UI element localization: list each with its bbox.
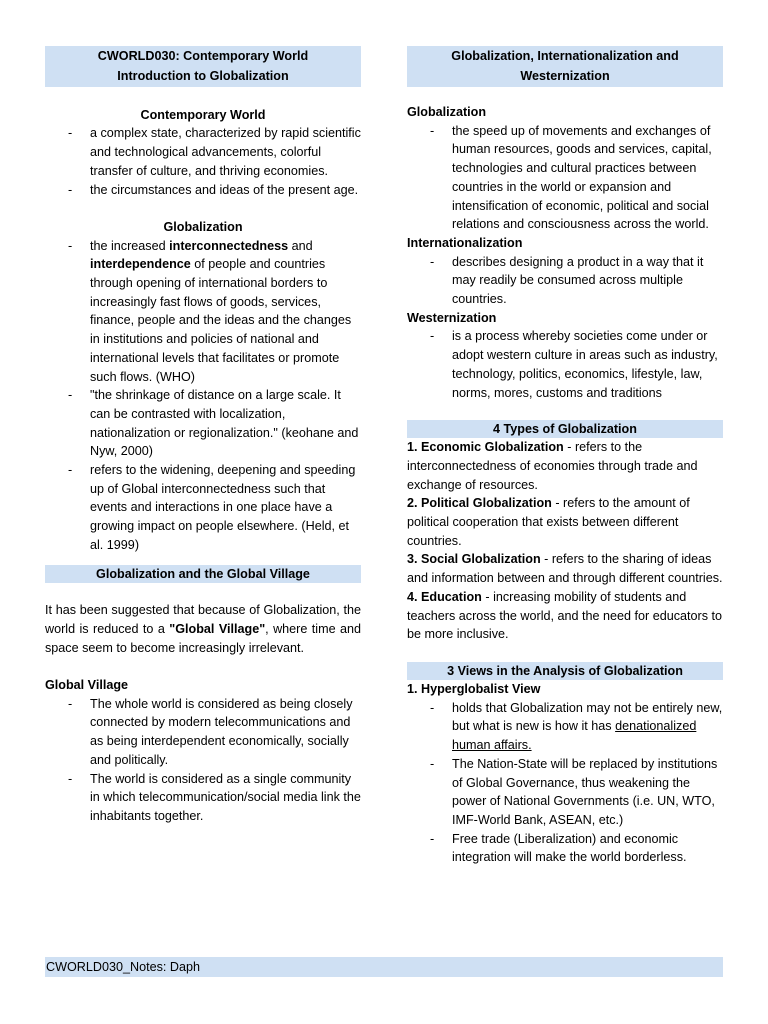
types-list xyxy=(407,438,723,644)
globalization-title: Globalization xyxy=(163,219,243,234)
views-header: 3 Views in the Analysis of Globalization xyxy=(407,662,723,680)
globalization-list xyxy=(407,122,723,234)
globalization-term: Globalization xyxy=(407,105,487,119)
global-village-paragraph: It has been suggested that because of Globalization, the world is reduced to a "Global Village", where time and space seem to become increasingly irrelevant. xyxy=(45,603,362,655)
list-item: - Free trade (Liberalization) and economic integration will make the world borderless. xyxy=(407,830,723,867)
bold-term: interconnectedness xyxy=(169,238,289,253)
contemporary-world-list xyxy=(45,124,361,199)
hyperglobalist-view-title: 1. Hyperglobalist View xyxy=(407,681,541,696)
global-village-list xyxy=(45,695,361,826)
bold-term: interdependence xyxy=(90,257,191,272)
list-item: - the speed up of movements and exchanges of human resources, goods and services, capital, technologies and cultural practices between countries in the world or expansion and intensification of economic, political and social relations and consciousness across the world. xyxy=(407,122,723,234)
list-item: - The whole world is considered as being closely connected by modern telecommunications and as being interdependent economically, socially and politically. xyxy=(45,695,361,770)
type-item: 4. Education - increasing mobility of students and teachers across the world, and the need for educators to be more inclusive. xyxy=(407,589,723,642)
list-item: - a complex state, characterized by rapid scientific and technological advancements, colorful transfer of culture, and thriving economies. xyxy=(45,124,361,180)
page-footer xyxy=(45,957,723,977)
type-item: 1. Economic Globalization - refers to the interconnectedness of economies through trade and exchange of resources. xyxy=(407,440,698,492)
list-item: - refers to the widening, deepening and speeding up of Global interconnectedness such that events and interactions in one place have a growing impact on people elsewhere. (Held, et al. 1999) xyxy=(45,461,361,555)
list-item: - "the shrinkage of distance on a large scale. It can be contrasted with localization, nationalization or regionalization." (keohane and Nyw, 2000) xyxy=(45,386,361,461)
course-header xyxy=(45,46,361,87)
list-item: - holds that Globalization may not be entirely new, but what is new is how it has denationalized human affairs. xyxy=(407,699,723,755)
list-item: - The Nation-State will be replaced by institutions of Global Governance, thus weakening the power of National Governments (i.e. UN, WTO, IMF-World Bank, ASEAN, etc.) xyxy=(407,755,723,830)
westernization-list xyxy=(407,327,723,402)
westernization-term: Westernization xyxy=(407,310,497,325)
internationalization-list xyxy=(407,253,723,309)
global-village-header: Globalization and the Global Village xyxy=(45,565,361,583)
contemporary-world-title: Contemporary World xyxy=(140,107,266,122)
types-header: 4 Types of Globalization xyxy=(407,420,723,438)
list-item: - the increased interconnectedness and interdependence of people and countries through opening of international borders to increasingly fast flows of goods, services, finance, people and the ideas and the changes in institutions and policies of national and international levels that facilitates or promote such flows. (WHO) xyxy=(45,237,361,387)
course-subtitle: Introduction to Globalization xyxy=(117,68,289,83)
list-item: - the circumstances and ideas of the present age. xyxy=(45,181,361,200)
right-column xyxy=(407,46,723,867)
hyperglobalist-list xyxy=(407,699,723,867)
internationalization-term: Internationalization xyxy=(407,235,523,250)
list-item: - describes designing a product in a way that it may readily be consumed across multiple countries. xyxy=(407,253,723,309)
course-title: CWORLD030: Contemporary World xyxy=(97,49,309,63)
list-item: - The world is considered as a single community in which telecommunication/social media link the inhabitants together. xyxy=(45,770,361,826)
type-item: 3. Social Globalization - refers to the sharing of ideas and information between and through different countries. xyxy=(407,552,723,586)
global-village-term: Global Village xyxy=(45,678,129,693)
left-column xyxy=(45,46,361,826)
footer-text: CWORLD030_Notes: Daph xyxy=(46,960,200,974)
gi-w-header: Globalization, Internationalization and Westernization xyxy=(407,46,723,87)
type-item: 2. Political Globalization - refers to the amount of political cooperation that exists between different countries. xyxy=(407,496,690,548)
list-item: - is a process whereby societies come under or adopt western culture in areas such as industry, technology, politics, economics, lifestyle, law, norms, mores, customs and traditions xyxy=(407,327,723,402)
globalization-definitions-list xyxy=(45,237,361,555)
